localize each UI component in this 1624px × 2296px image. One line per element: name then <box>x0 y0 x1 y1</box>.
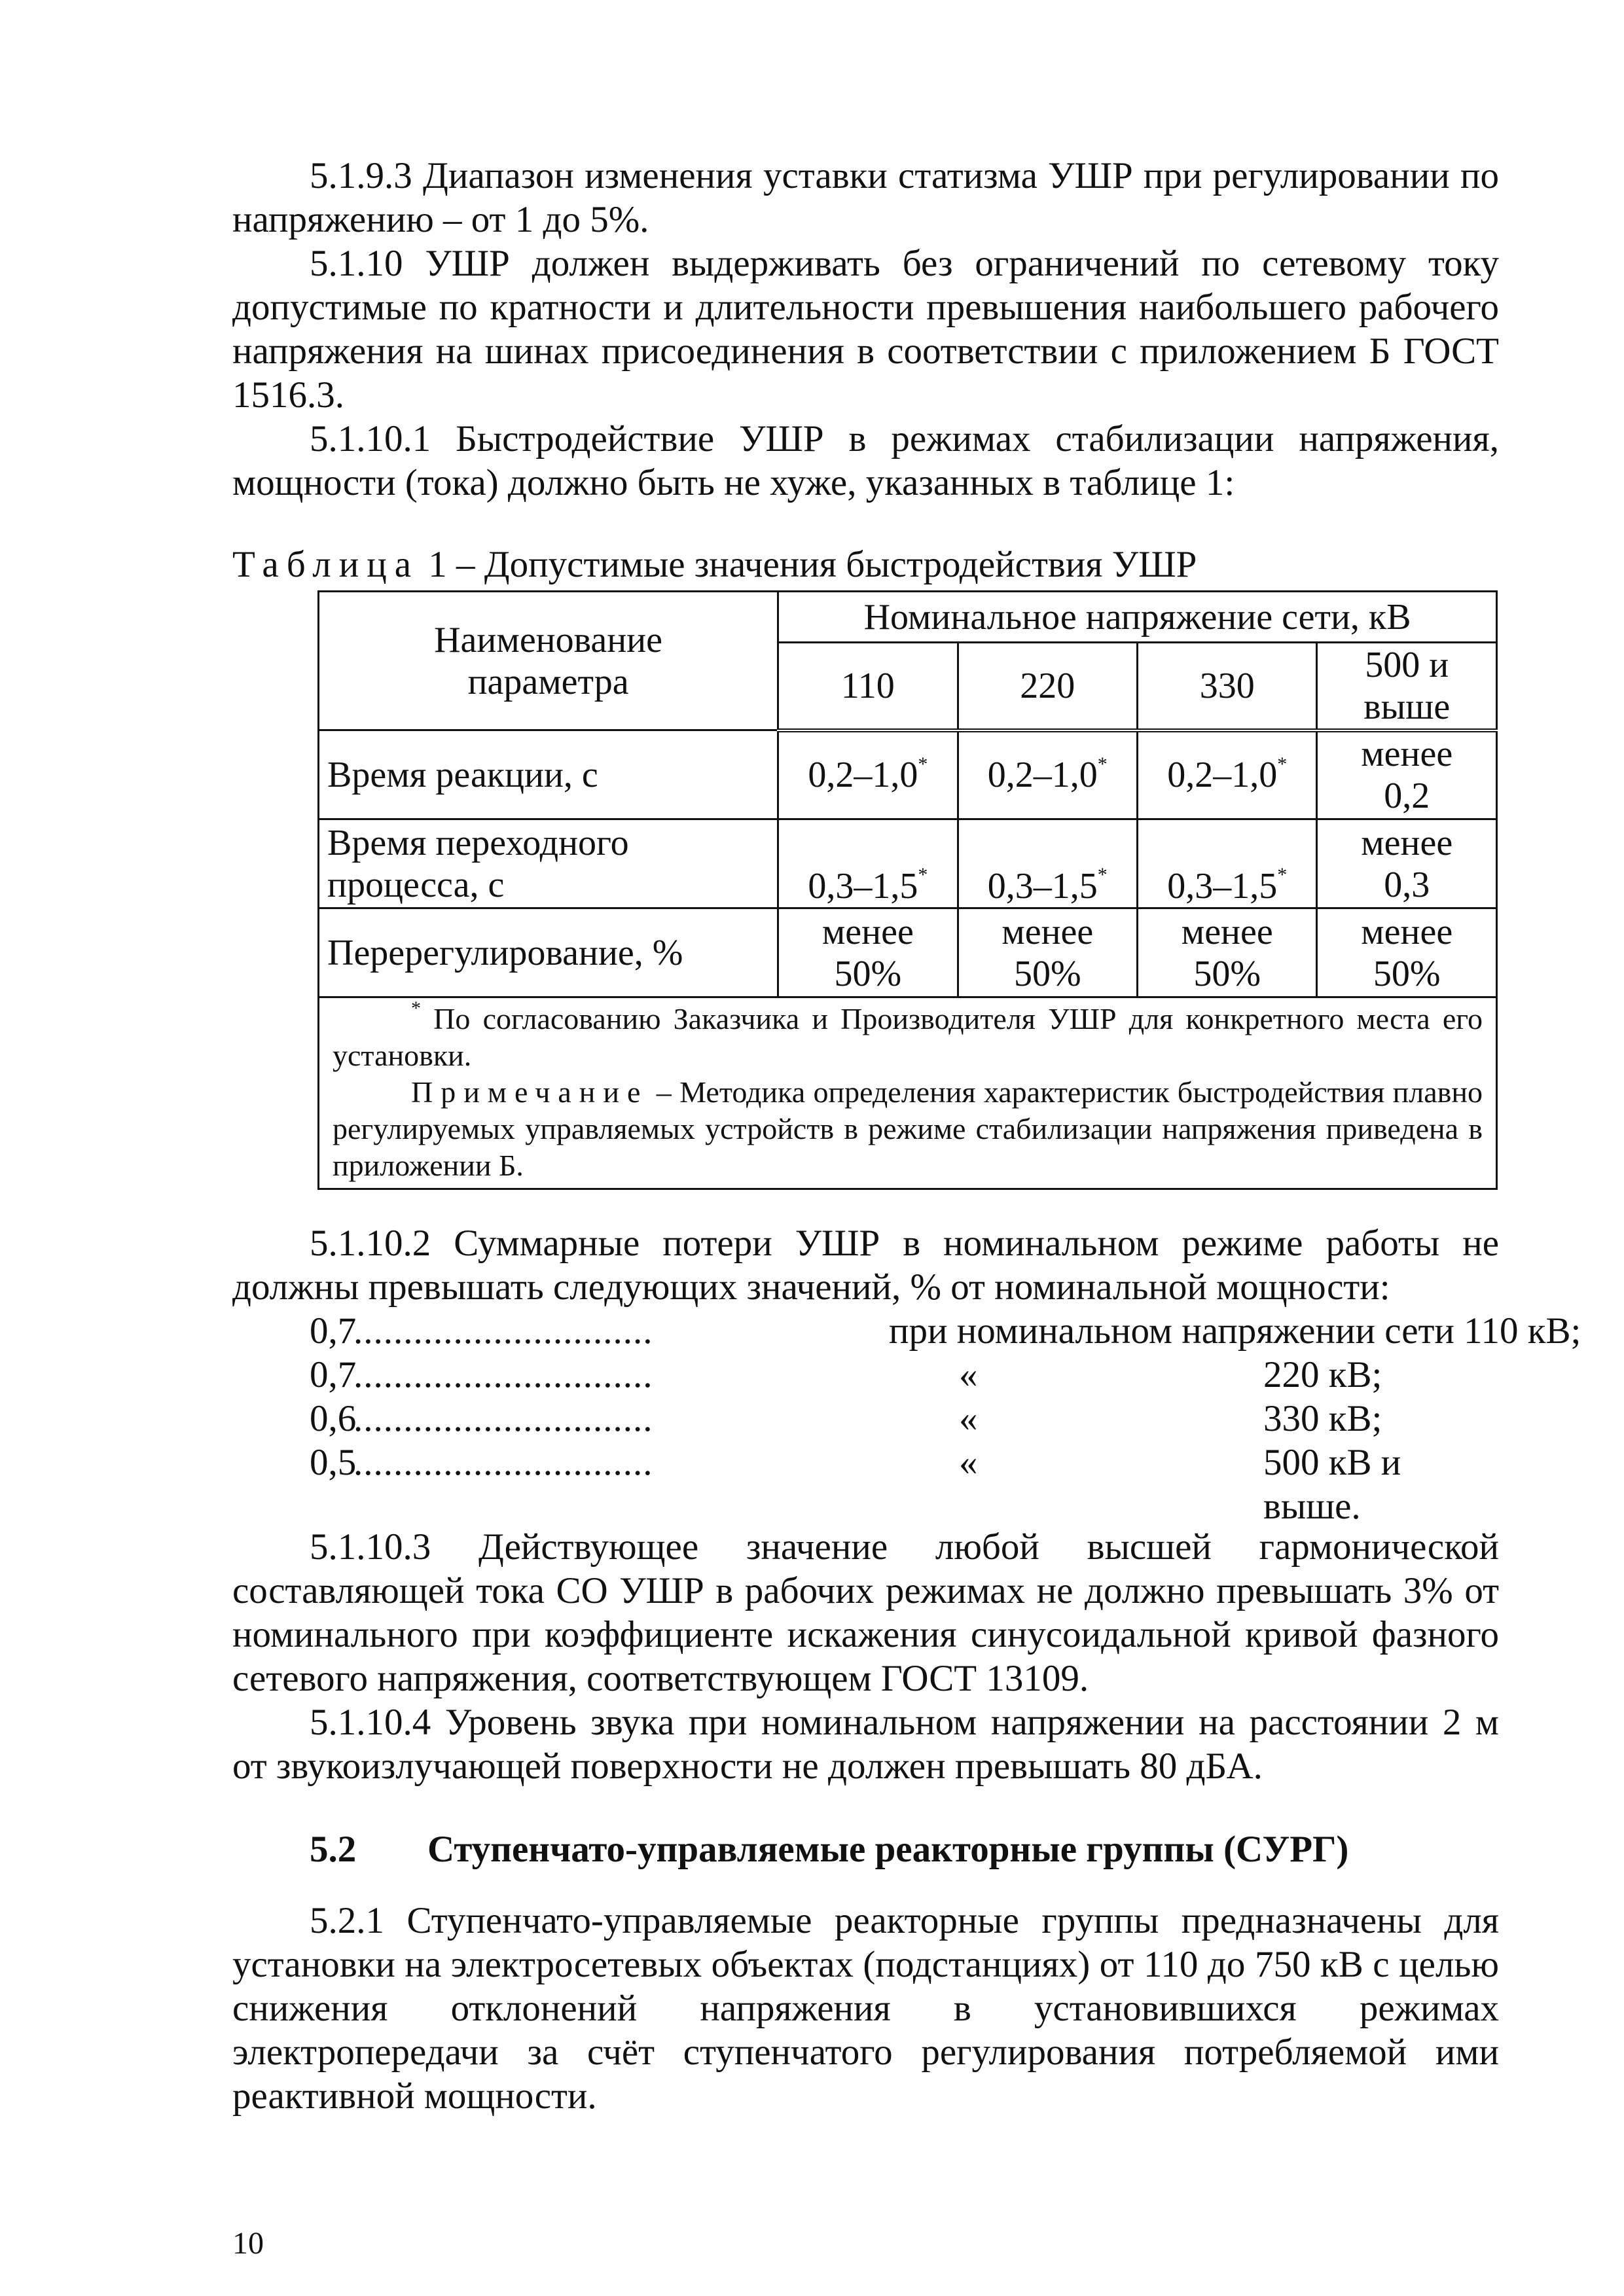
loss-value: 0,6 <box>310 1398 357 1439</box>
loss-voltage: 220 кВ; <box>1263 1354 1382 1395</box>
leader-dots: .............................. <box>353 1310 653 1352</box>
section-title: Ступенчато-управляемые реакторные группы (СУРГ) <box>427 1829 1349 1870</box>
note-text: – Методика определения характеристик быстродействия плавно регулируемых управляемых устройств в режиме стабилизации напряжения приведена в приложении Б. <box>333 1075 1483 1182</box>
table-header-row <box>319 592 1497 643</box>
table-caption-text: 1 – Допустимые значения быстродействия УШР <box>428 544 1197 585</box>
loss-voltage: 500 кВ и выше. <box>1263 1442 1401 1527</box>
paragraph-5-2-1: 5.2.1 Ступенчато-управляемые реакторные группы предназначены для установки на электросетевых объектах (подстанциях) от 110 до 750 кВ с целью снижения отклонений напряжения в установившихся режимах электропередачи за счёт ступенчатого регулирования потребляемой ими реактивной мощности. <box>232 1900 1499 2117</box>
loss-value: 0,5 <box>310 1442 357 1483</box>
table-note <box>333 1074 1483 1184</box>
table-caption <box>232 543 1499 586</box>
table-row <box>319 730 1497 819</box>
table-cell: 0,2–1,0* <box>958 730 1137 819</box>
table-cell: менее 50% <box>1317 908 1497 997</box>
paragraph-5-1-10-1: 5.1.10.1 Быстродействие УШР в режимах стабилизации напряжения, мощности (тока) должно быть не хуже, указанных в таблице 1: <box>232 418 1499 503</box>
table-cell: менее 50% <box>958 908 1137 997</box>
section-number: 5.2 <box>310 1829 357 1870</box>
footnote-text: По согласованию Заказчика и Производителя УШР для конкретного места его установки. <box>333 1002 1483 1072</box>
loss-condition: при номинальном напряжении сети 110 кВ; <box>889 1310 1581 1352</box>
table-cell: 0,3–1,5* <box>958 819 1137 908</box>
header-col-330: 330 <box>1138 643 1317 730</box>
header-col-220: 220 <box>958 643 1137 730</box>
paragraph-5-1-9-3: 5.1.9.3 Диапазон изменения уставки статизма УШР при регулировании по напряжению – от 1 до 5%. <box>232 155 1499 240</box>
document-page <box>232 154 1581 2118</box>
loss-line <box>232 1353 1499 1397</box>
loss-voltage: 330 кВ; <box>1263 1398 1382 1439</box>
row-label: Перерегулирование, % <box>319 908 778 997</box>
paragraph-5-1-10-2: 5.1.10.2 Суммарные потери УШР в номинальном режиме работы не должны превышать следующих значений, % от номинальной мощности: <box>232 1223 1499 1308</box>
header-parameter-name: Наименование параметра <box>319 592 778 730</box>
leader-dots: .............................. <box>353 1354 653 1395</box>
loss-value: 0,7 <box>310 1354 357 1395</box>
loss-line <box>232 1309 1581 1353</box>
table-cell: 0,2–1,0* <box>778 730 958 819</box>
table-caption-label: Таблица <box>232 544 420 585</box>
table-cell: 0,3–1,5* <box>778 819 958 908</box>
table-cell: 0,3–1,5* <box>1138 819 1317 908</box>
note-label: Примечание <box>411 1075 649 1109</box>
table-cell: менее 50% <box>778 908 958 997</box>
loss-line <box>232 1397 1499 1441</box>
footnote-asterisk: * <box>411 997 421 1019</box>
table-row <box>319 819 1497 908</box>
performance-table <box>317 590 1498 1190</box>
row-label: Время переходного процесса, с <box>319 819 778 908</box>
table-cell: менее 0,2 <box>1317 730 1497 819</box>
header-col-500: 500 и выше <box>1317 643 1497 730</box>
table-footnote-row <box>319 997 1497 1189</box>
table-cell: 0,2–1,0* <box>1138 730 1317 819</box>
ditto-mark: « <box>959 1398 978 1439</box>
loss-line <box>232 1441 1499 1527</box>
leader-dots: .............................. <box>353 1398 653 1439</box>
section-heading <box>232 1827 1499 1871</box>
ditto-mark: « <box>959 1354 978 1395</box>
page-number: 10 <box>232 2226 264 2261</box>
paragraph-5-1-10-4: 5.1.10.4 Уровень звука при номинальном напряжении на расстоянии 2 м от звукоизлучающей поверхности не должен превышать 80 дБА. <box>232 1702 1499 1787</box>
row-label: Время реакции, с <box>319 730 778 819</box>
paragraph-5-1-10-3: 5.1.10.3 Действующее значение любой высшей гармонической составляющей тока СО УШР в рабочих режимах не должно превышать 3% от номинального при коэффициенте искажения синусоидальной кривой фазного сетевого напряжения, соответствующем ГОСТ 13109. <box>232 1526 1499 1699</box>
table-footnote <box>319 997 1497 1189</box>
table-cell: менее 0,3 <box>1317 819 1497 908</box>
table-cell: менее 50% <box>1138 908 1317 997</box>
ditto-mark: « <box>959 1442 978 1483</box>
leader-dots: .............................. <box>353 1442 653 1483</box>
header-nominal-voltage: Номинальное напряжение сети, кВ <box>778 592 1497 643</box>
table-row <box>319 908 1497 997</box>
loss-value: 0,7 <box>310 1310 357 1352</box>
header-col-110: 110 <box>778 643 958 730</box>
paragraph-5-1-10: 5.1.10 УШР должен выдерживать без ограничений по сетевому току допустимые по кратности и длительности превышения наибольшего рабочего напряжения на шинах присоединения в соответствии с приложением Б ГОСТ 1516.3. <box>232 243 1499 416</box>
